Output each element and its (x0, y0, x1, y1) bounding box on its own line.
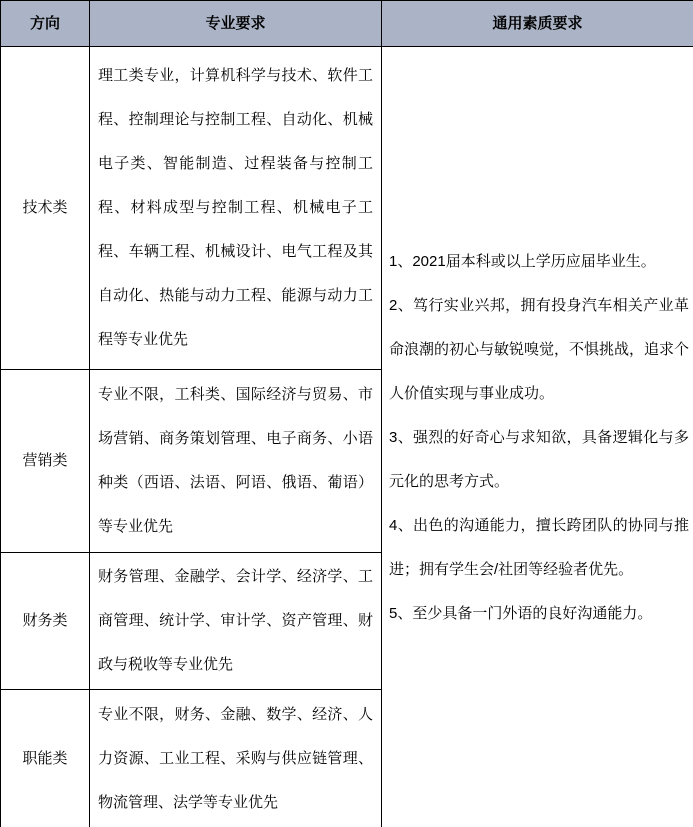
requirement-item-1: 1、2021届本科或以上学历应届毕业生。 (389, 252, 656, 270)
column-header-major-requirements: 专业要求 (90, 1, 382, 47)
column-header-direction: 方向 (1, 1, 90, 47)
table-header-row (1, 1, 693, 47)
requirement-item-4: 4、出色的沟通能力，擅长跨团队的协同与推进；拥有学生会/社团等经验者优先。 (389, 516, 689, 578)
general-requirements-cell (382, 47, 693, 827)
majors-cell-finance: 财务管理、金融学、会计学、经济学、工商管理、统计学、审计学、资产管理、财政与税收等专业优先 (90, 553, 382, 690)
majors-cell-functional: 专业不限，财务、金融、数学、经济、人力资源、工业工程、采购与供应链管理、物流管理、法学等专业优先 (90, 690, 382, 827)
requirement-item-5: 5、至少具备一门外语的良好沟通能力。 (389, 604, 653, 622)
category-cell-finance: 财务类 (1, 553, 90, 690)
category-cell-functional: 职能类 (1, 690, 90, 827)
category-cell-marketing: 营销类 (1, 370, 90, 553)
table-row-technical (1, 47, 693, 370)
majors-cell-marketing: 专业不限，工科类、国际经济与贸易、市场营销、商务策划管理、电子商务、小语种类（西语、法语、阿语、俄语、葡语）等专业优先 (90, 370, 382, 553)
column-header-general-requirements: 通用素质要求 (382, 1, 693, 47)
requirement-item-3: 3、强烈的好奇心与求知欲，具备逻辑化与多元化的思考方式。 (389, 428, 689, 490)
category-cell-technical: 技术类 (1, 47, 90, 370)
requirement-item-2: 2、笃行实业兴邦，拥有投身汽车相关产业革命浪潮的初心与敏锐嗅觉，不惧挑战，追求个人价值实现与事业成功。 (389, 296, 690, 402)
majors-cell-technical: 理工类专业，计算机科学与技术、软件工程、控制理论与控制工程、自动化、机械电子类、智能制造、过程装备与控制工程、材料成型与控制工程、机械电子工程、车辆工程、机械设计、电气工程及其自动化、热能与动力工程、能源与动力工程等专业优先 (90, 47, 382, 370)
